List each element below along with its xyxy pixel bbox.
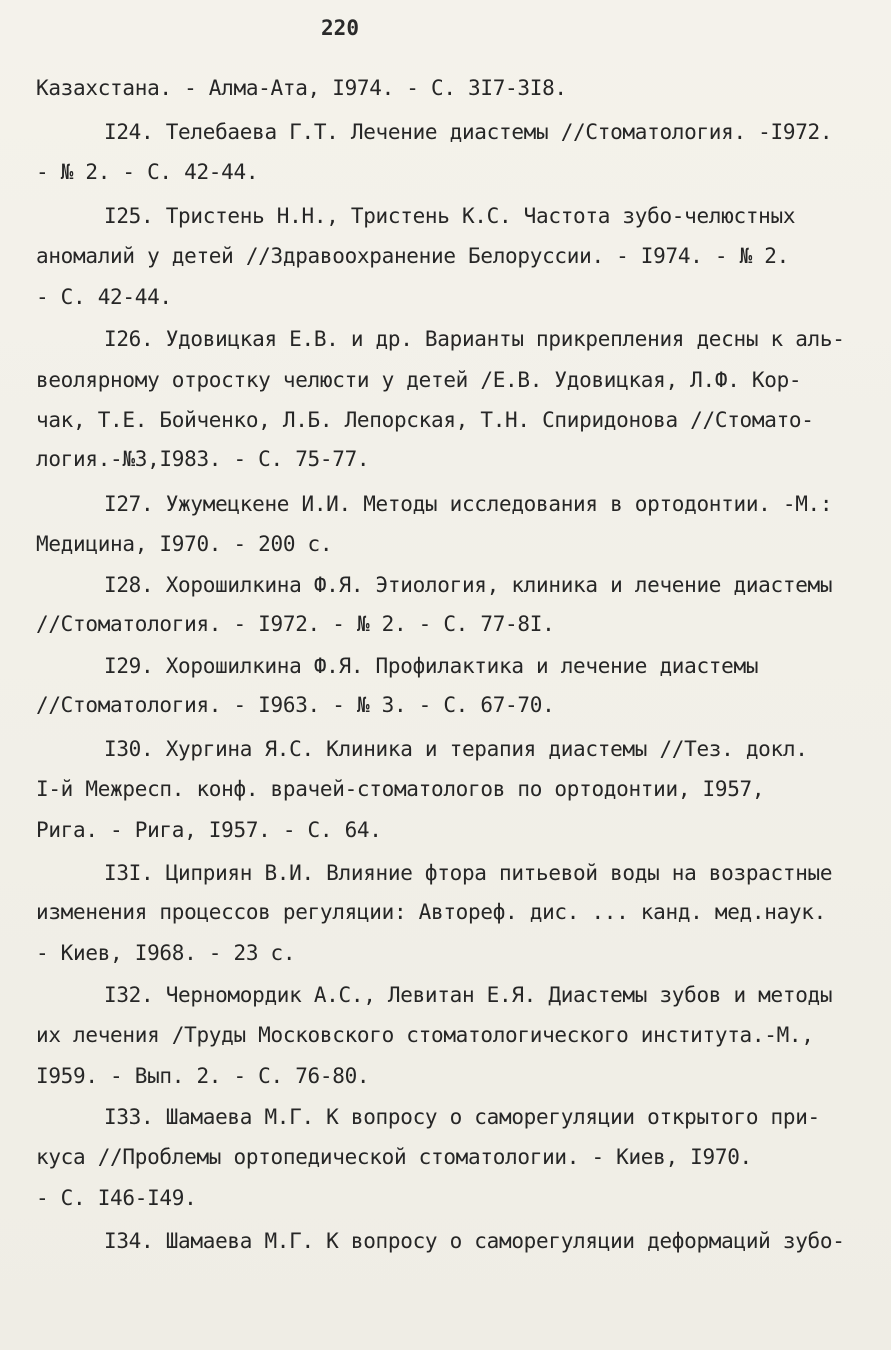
text-line: - № 2. - С. 42-44.: [36, 160, 259, 184]
text-line: логия.-№3,I983. - С. 75-77.: [36, 447, 370, 471]
text-line: I25. Тристень Н.Н., Тристень К.С. Частота зубо-челюстных: [104, 204, 796, 228]
text-line: I27. Ужумецкене И.И. Методы исследования в ортодонтии. -М.:: [104, 492, 833, 516]
text-line: куса //Проблемы ортопедической стоматологии. - Киев, I970.: [36, 1145, 752, 1169]
text-line: I32. Черномордик А.С., Левитан Е.Я. Диастемы зубов и методы: [104, 983, 833, 1007]
text-line: Казахстана. - Алма-Ата, I974. - С. 3I7-3I8.: [36, 76, 567, 100]
text-line: I26. Удовицкая Е.В. и др. Варианты прикрепления десны к аль-: [104, 327, 845, 351]
text-line: //Стоматология. - I963. - № 3. - С. 67-70.: [36, 693, 555, 717]
text-line: I-й Межресп. конф. врачей-стоматологов по ортодонтии, I957,: [36, 777, 765, 801]
text-line: I30. Хургина Я.С. Клиника и терапия диастемы //Тез. докл.: [104, 737, 808, 761]
text-line: I3I. Циприян В.И. Влияние фтора питьевой воды на возрастные: [104, 861, 833, 885]
text-line: I28. Хорошилкина Ф.Я. Этиология, клиника и лечение диастемы: [104, 573, 833, 597]
text-line: их лечения /Труды Московского стоматологического института.-М.,: [36, 1023, 814, 1047]
text-line: //Стоматология. - I972. - № 2. - С. 77-8I.: [36, 612, 555, 636]
text-line: чак, Т.Е. Бойченко, Л.Б. Лепорская, Т.Н. Спиридонова //Стомато-: [36, 408, 814, 432]
text-line: I34. Шамаева М.Г. К вопросу о саморегуляции деформаций зубо-: [104, 1229, 845, 1253]
text-line: изменения процессов регуляции: Автореф. дис. ... канд. мед.наук.: [36, 900, 826, 924]
text-line: - С. I46-I49.: [36, 1186, 197, 1210]
text-line: аномалий у детей //Здравоохранение Белоруссии. - I974. - № 2.: [36, 244, 789, 268]
text-line: - Киев, I968. - 23 с.: [36, 941, 296, 965]
text-line: Рига. - Рига, I957. - С. 64.: [36, 818, 382, 842]
text-line: Медицина, I970. - 200 с.: [36, 532, 333, 556]
text-line: I24. Телебаева Г.Т. Лечение диастемы //Стоматология. -I972.: [104, 120, 833, 144]
page-number: 220: [321, 16, 359, 40]
text-line: I33. Шамаева М.Г. К вопросу о саморегуляции открытого при-: [104, 1105, 820, 1129]
text-line: I29. Хорошилкина Ф.Я. Профилактика и лечение диастемы: [104, 654, 759, 678]
text-line: - С. 42-44.: [36, 285, 172, 309]
text-line: веолярному отростку челюсти у детей /Е.В. Удовицкая, Л.Ф. Кор-: [36, 368, 802, 392]
text-line: I959. - Вып. 2. - С. 76-80.: [36, 1064, 370, 1088]
